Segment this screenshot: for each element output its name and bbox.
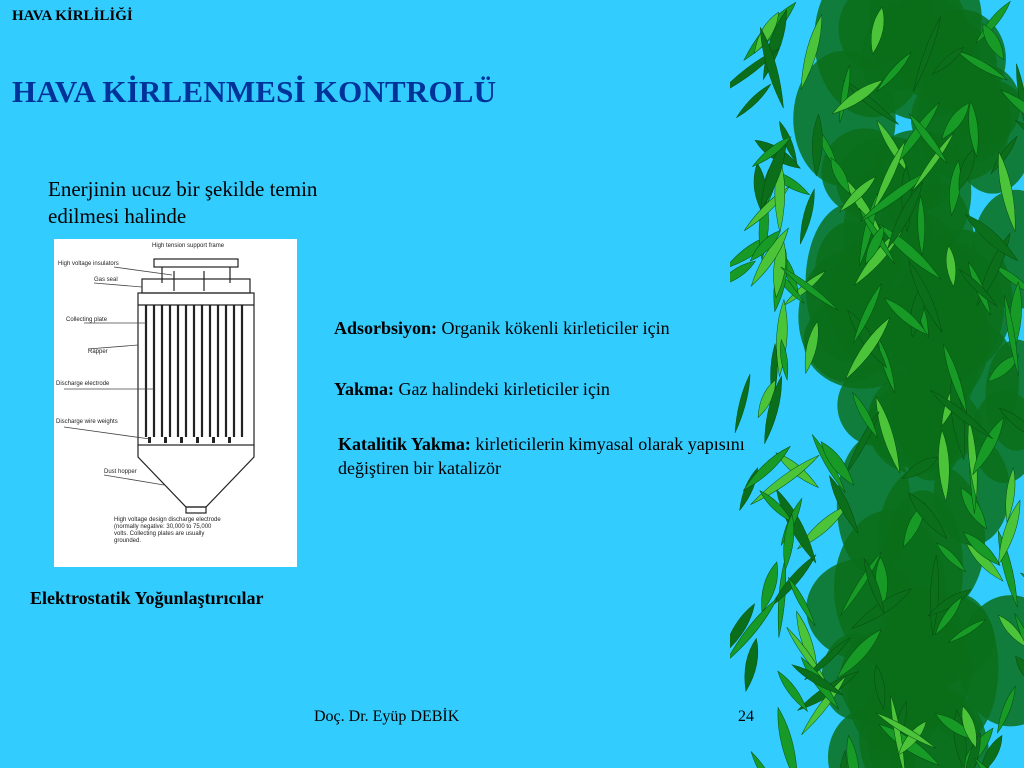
precipitator-figure: [54, 239, 297, 567]
item-label: Katalitik Yakma:: [338, 434, 471, 454]
item-combustion: [334, 377, 610, 401]
label-insulators: High voltage insulators: [58, 261, 119, 267]
label-wire-weights: Discharge wire weights: [56, 419, 118, 425]
label-support-frame: High tension support frame: [152, 243, 225, 249]
footer-page-number: 24: [738, 708, 754, 725]
note-line-1: High voltage design discharge electrode: [114, 517, 221, 523]
bamboo-foliage-decoration: [730, 0, 1024, 768]
bamboo-leaf: [771, 486, 821, 566]
item-adsorption: [334, 316, 670, 340]
item-catalytic-combustion: [338, 432, 778, 480]
bamboo-leaf: [773, 706, 803, 768]
item-text: Organik kökenli kirleticiler için: [441, 318, 670, 338]
bamboo-leaf: [734, 82, 773, 120]
figure-caption: Elektrostatik Yoğunlaştırıcılar: [30, 588, 264, 608]
bamboo-leaf: [732, 373, 753, 433]
label-collecting-plate: Collecting plate: [66, 317, 108, 323]
bamboo-leaf: [748, 750, 790, 768]
footer-author: Doç. Dr. Eyüp DEBİK: [314, 708, 460, 725]
precipitator-diagram: [54, 239, 297, 567]
label-gas-seal: Gas seal: [94, 277, 118, 283]
slide-title: HAVA KİRLENMESİ KONTROLÜ: [12, 74, 497, 109]
item-label: Yakma:: [334, 379, 395, 399]
label-dust-hopper: Dust hopper: [104, 469, 137, 475]
item-label: Adsorbsiyon:: [334, 318, 438, 338]
intro-text: Enerjinin ucuz bir şekilde temin edilmesi halinde: [48, 177, 318, 228]
note-line-4: grounded.: [114, 538, 142, 544]
label-rapper: Rapper: [88, 349, 108, 355]
item-text: Gaz halindeki kirleticiler için: [398, 379, 610, 399]
bamboo-leaf: [740, 443, 793, 494]
bamboo-leaf: [741, 637, 762, 692]
item-text: kirleticilerin kimyasal olarak yapısını değiştiren bir katalizör: [338, 434, 745, 478]
label-discharge-electrode: Discharge electrode: [56, 381, 110, 387]
note-line-3: volts. Collecting plates are usually: [114, 531, 205, 537]
header-label: HAVA KİRLİLİĞİ: [12, 8, 133, 24]
note-line-2: (normally negative: 30,000 to 75,000: [114, 524, 212, 530]
